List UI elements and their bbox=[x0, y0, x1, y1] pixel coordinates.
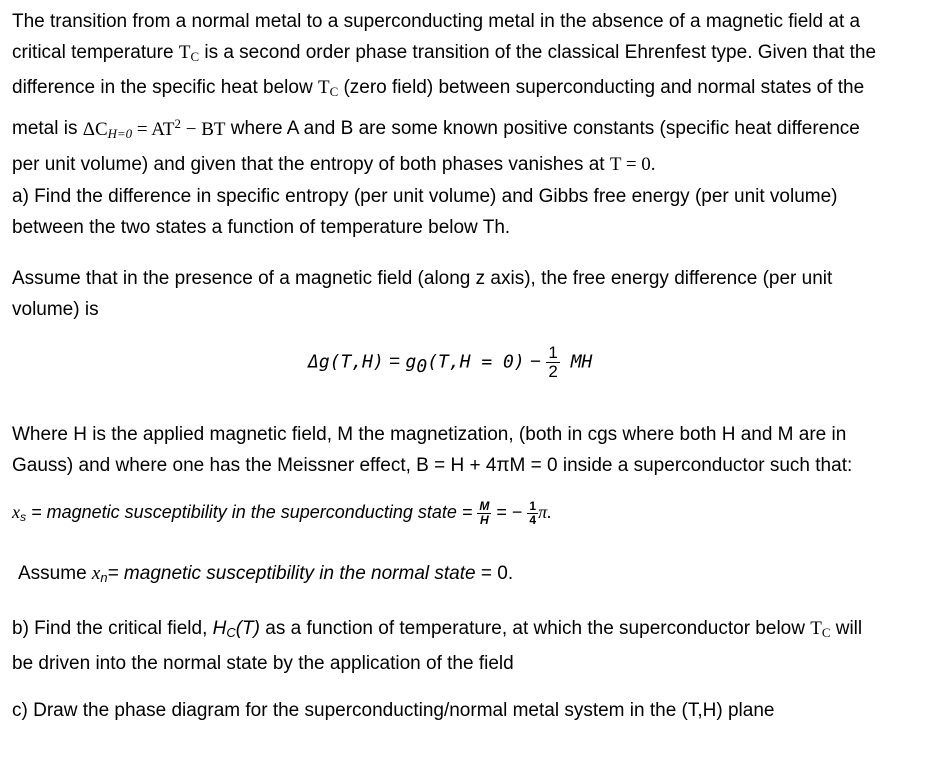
tc-symbol: $T_C$ bbox=[317, 77, 339, 100]
tc-symbol: $T_C$ bbox=[178, 42, 200, 65]
specific-heat-formula: $\Delta C_{H=0} = AT^2$ − BT bbox=[82, 115, 226, 141]
quarter-fraction: $\frac{1}{4}$ bbox=[529, 499, 537, 527]
hc-symbol: $H_C(T)$ bbox=[212, 618, 260, 641]
part-c-paragraph: c) Draw the phase diagram for the superconducting/normal metal system in the (T,H) plane bbox=[12, 700, 775, 721]
intro-line-1: The transition from a normal metal to a superconducting metal in the absence of a magnetic field at a bbox=[12, 11, 861, 32]
part-a-paragraph: a) Find the difference in specific entropy (per unit volume) and Gibbs free energy (per unit volume) between the two states a function of temperature below Th. bbox=[12, 186, 838, 238]
free-energy-equation: Δg(T,H) = g0(T,H = 0) − $\frac{1}{2}$ MH bbox=[308, 343, 593, 381]
tc-symbol: $T_C$ bbox=[810, 618, 831, 641]
m-over-h-fraction: $\frac{M}{H}$ bbox=[479, 499, 490, 527]
t-zero: T = 0. bbox=[609, 153, 656, 175]
chi-n-definition: Assume $x_n=$ magnetic susceptibility in the normal state = 0. bbox=[18, 563, 514, 586]
part-b-paragraph: b) Find the critical field, $H_C(T)$ as a function of temperature, at which the superconductor below $T_C$ will be driven into the normal state by the application of the field bbox=[12, 618, 863, 675]
half-fraction: $\frac{1}{2}$ bbox=[548, 343, 558, 381]
where-paragraph: Where H is the applied magnetic field, M the magnetization, (both in cgs where both H and M are in Gauss) and where one has the Meissner effect, B = H + 4πM = 0 inside a superconductor such that: bbox=[12, 424, 853, 476]
intro-paragraph: The transition from a normal metal to a superconducting metal in the absence of a magnetic field at a critical temperature $T_C$ is a second order phase transition of the classical Ehrenfest type. Given that the difference in the specific heat below $T_C$ (zero field) between superconducting and normal states of the metal is $\Delta C_{H=0} = AT^2$ − BT where A and B are some known positive constants (specific heat difference per unit volume) and given that the entropy of both phases vanishes at T = 0. bbox=[12, 11, 877, 175]
assume-field-paragraph: Assume that in the presence of a magnetic field (along z axis), the free energy difference (per unit volume) is bbox=[12, 268, 833, 320]
chi-s-definition: $x_s$ = magnetic susceptibility in the superconducting state = $\frac{M}{H}$ = − $\frac{1}{4}$ π. bbox=[12, 499, 552, 527]
